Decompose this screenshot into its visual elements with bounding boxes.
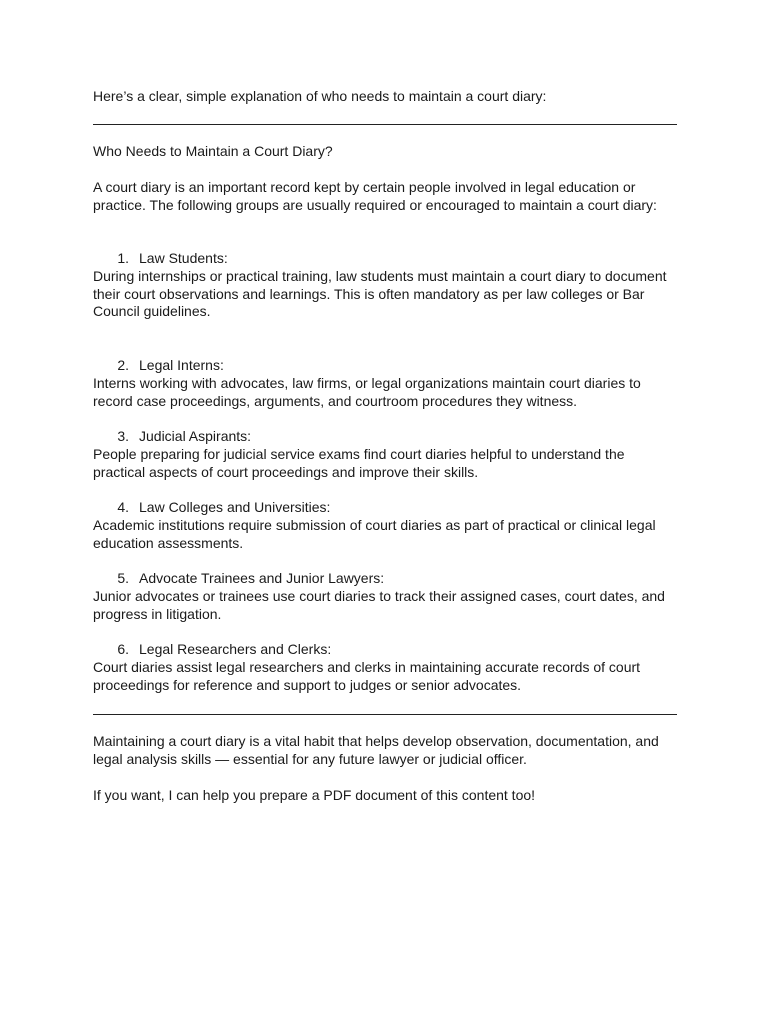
list-item: [93, 570, 677, 623]
summary-paragraph: A court diary is an important record kept by certain people involved in legal education or practice. The following groups are usually required or encouraged to maintain a court diary:: [93, 179, 657, 213]
list-item: [93, 250, 677, 321]
list-item-number: 3.: [117, 428, 129, 444]
list-item-body: Interns working with advocates, law firms, or legal organizations maintain court diaries to record case proceedings, arguments, and courtroom procedures they witness.: [93, 374, 641, 409]
list-item-body: People preparing for judicial service exams find court diaries helpful to understand the practical aspects of court proceedings and improve their skills.: [93, 445, 625, 480]
list-item-heading: [93, 428, 677, 446]
bottom-divider: [93, 714, 677, 715]
list-item: [93, 428, 677, 481]
conclusion-paragraph: Maintaining a court diary is a vital habit that helps develop observation, documentation, and legal analysis skills — essential for any future lawyer or judicial officer.: [93, 733, 659, 767]
list-item-title: Advocate Trainees and Junior Lawyers:: [139, 570, 385, 586]
list-item-heading: [93, 570, 677, 588]
list-item-title: Law Colleges and Universities:: [139, 499, 331, 515]
section-heading: Who Needs to Maintain a Court Diary?: [93, 143, 333, 159]
list-item: [93, 641, 677, 694]
list-item-number: 5.: [117, 570, 129, 586]
list-item-number: 2.: [117, 357, 129, 373]
list-item-number: 6.: [117, 641, 129, 657]
list-item-heading: [93, 641, 677, 659]
list-item-body: Academic institutions require submission of court diaries as part of practical or clinical legal education assessments.: [93, 516, 656, 551]
list-item-body: Junior advocates or trainees use court diaries to track their assigned cases, court dates, and progress in litigation.: [93, 587, 665, 622]
list-item-title: Legal Interns:: [139, 357, 224, 373]
list-item-heading: [93, 250, 677, 268]
intro-text: Here’s a clear, simple explanation of who needs to maintain a court diary:: [93, 88, 547, 104]
list-item-body: Court diaries assist legal researchers and clerks in maintaining accurate records of court proceedings for reference and support to judges or senior advocates.: [93, 658, 641, 693]
offer-text: If you want, I can help you prepare a PDF document of this content too!: [93, 787, 536, 803]
list-item-title: Legal Researchers and Clerks:: [139, 641, 332, 657]
list-item-title: Law Students:: [139, 250, 228, 266]
list-item: [93, 357, 677, 410]
top-divider: [93, 124, 677, 125]
list-item-heading: [93, 499, 677, 517]
list-item-number: 4.: [117, 499, 129, 515]
list-item-heading: [93, 357, 677, 375]
list-item-number: 1.: [117, 250, 129, 266]
list-item-body: During internships or practical training, law students must maintain a court diary to document their court observations and learnings. This is often mandatory as per law colleges or Bar Council guidelines.: [93, 267, 667, 320]
list-item: [93, 499, 677, 552]
list-item-title: Judicial Aspirants:: [139, 428, 252, 444]
